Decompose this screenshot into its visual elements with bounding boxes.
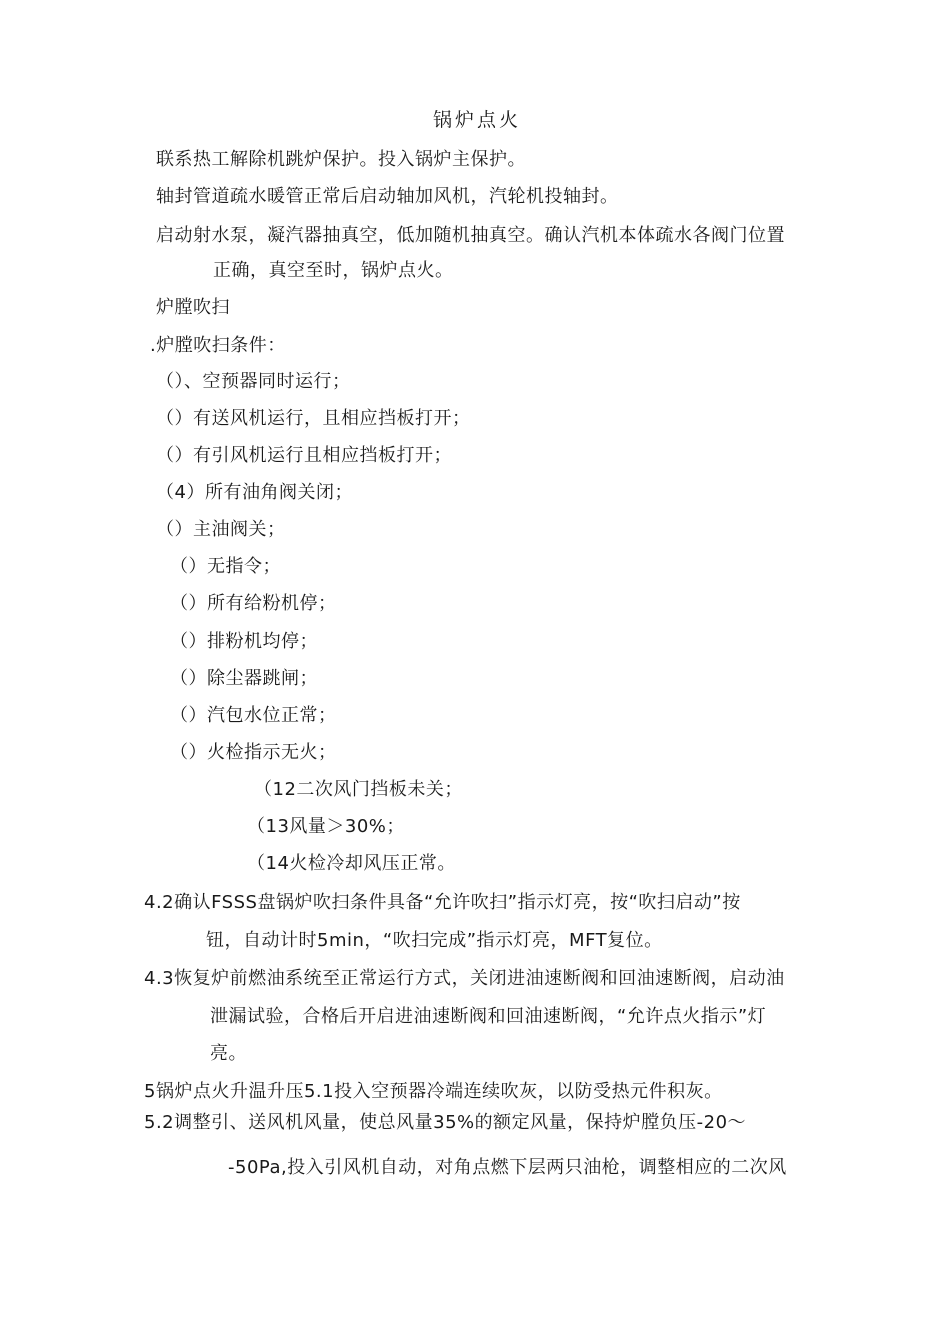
list-item: （）无指令； bbox=[170, 556, 281, 577]
text-line: 4.2确认FSSS盘锅炉吹扫条件具备“允许吹扫”指示灯亮，按“吹扫启动”按 bbox=[144, 892, 741, 913]
text-line: -50Pa,投入引风机自动，对角点燃下层两只油枪，调整相应的二次风 bbox=[228, 1157, 787, 1178]
list-item: （12二次风门挡板未关； bbox=[254, 779, 463, 800]
list-item: （）排粉机均停； bbox=[170, 631, 318, 652]
list-item: （）所有给粉机停； bbox=[170, 593, 337, 614]
list-item: （）主油阀关； bbox=[156, 519, 286, 540]
page-title: 锅炉点火 bbox=[433, 109, 522, 131]
list-item: （）火检指示无火； bbox=[170, 742, 337, 763]
text-line: 5锅炉点火升温升压5.1投入空预器冷端连续吹灰，以防受热元件积灰。 bbox=[144, 1081, 723, 1102]
text-line: 亮。 bbox=[210, 1043, 247, 1064]
list-item: （）有引风机运行且相应挡板打开； bbox=[156, 445, 452, 466]
text-line: 4.3恢复炉前燃油系统至正常运行方式，关闭进油速断阀和回油速断阀，启动油 bbox=[144, 968, 785, 989]
section-heading: 炉膛吹扫 bbox=[156, 297, 230, 318]
text-line: 联系热工解除机跳炉保护。投入锅炉主保护。 bbox=[156, 149, 526, 170]
list-item: （4）所有油角阀关闭； bbox=[156, 482, 353, 503]
text-line: 正确，真空至时，锅炉点火。 bbox=[213, 260, 454, 281]
text-line: .炉膛吹扫条件： bbox=[150, 335, 286, 356]
text-line: 5.2调整引、送风机风量，使总风量35%的额定风量，保持炉膛负压-20〜 bbox=[144, 1112, 747, 1133]
list-item: （13风量＞30%； bbox=[247, 816, 405, 837]
text-line: 泄漏试验，合格后开启进油速断阀和回油速断阀，“允许点火指示”灯 bbox=[210, 1006, 767, 1027]
list-item: （14火检冷却风压正常。 bbox=[247, 853, 456, 874]
text-line: 轴封管道疏水暖管正常后启动轴加风机，汽轮机投轴封。 bbox=[156, 186, 619, 207]
list-item: （）有送风机运行，且相应挡板打开； bbox=[156, 408, 471, 429]
text-line: 启动射水泵，凝汽器抽真空，低加随机抽真空。确认汽机本体疏水各阀门位置 bbox=[156, 225, 785, 246]
text-line: 钮，自动计时5min，“吹扫完成”指示灯亮，MFT复位。 bbox=[206, 930, 663, 951]
list-item: （）、空预器同时运行； bbox=[156, 371, 351, 392]
list-item: （）除尘器跳闸； bbox=[170, 668, 318, 689]
list-item: （）汽包水位正常； bbox=[170, 705, 337, 726]
